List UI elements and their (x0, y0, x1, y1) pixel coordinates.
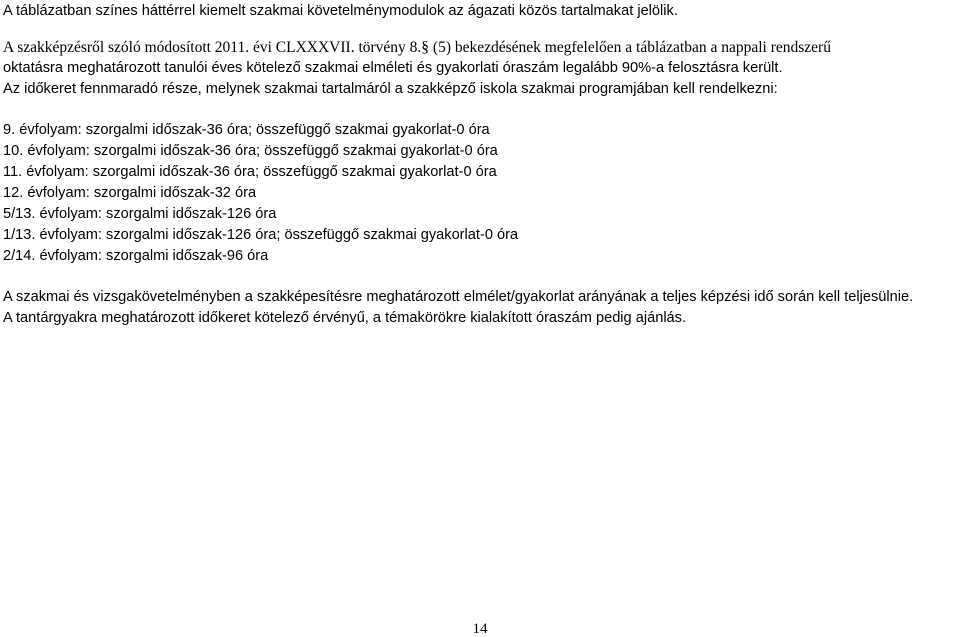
time-frame-note: A tantárgyakra meghatározott időkeret kötelező érvényű, a témakörökre kialakított óraszám pedig ajánlás. (3, 310, 687, 326)
list-item: 1/13. évfolyam: szorgalmi időszak-126 óra; összefüggő szakmai gyakorlat-0 óra (3, 227, 519, 243)
year-list (3, 120, 955, 267)
list-item: 11. évfolyam: szorgalmi időszak-36 óra; összefüggő szakmai gyakorlat-0 óra (3, 164, 497, 180)
remaining-time-note: Az időkeret fennmaradó része, melynek szakmai tartalmáról a szakképző iskola szakmai programjában kell rendelkezni: (3, 81, 778, 97)
law-reference-line-2: oktatásra meghatározott tanulói éves kötelező szakmai elméleti és gyakorlati óraszám legalább 90%-a felosztásra került. (3, 60, 783, 76)
page-number: 14 (472, 621, 488, 637)
law-reference (3, 37, 955, 58)
list-item: 12. évfolyam: szorgalmi időszak-32 óra (3, 185, 257, 201)
color-highlight-note: A táblázatban színes háttérrel kiemelt szakmai követelménymodulok az ágazati közös tartalmakat jelölik. (3, 3, 678, 19)
list-item: 2/14. évfolyam: szorgalmi időszak-96 óra (3, 248, 269, 264)
ratio-note: A szakmai és vizsgakövetelményben a szakképesítésre meghatározott elmélet/gyakorlat arányának a teljes képzési idő során kell teljesülnie. (3, 289, 914, 305)
document-body (3, 0, 955, 329)
list-item: 9. évfolyam: szorgalmi időszak-36 óra; összefüggő szakmai gyakorlat-0 óra (3, 122, 490, 138)
closing-notes (3, 287, 955, 329)
law-reference-line-1: A szakképzésről szóló módosított 2011. évi CLXXXVII. törvény 8.§ (5) bekezdésének megfelelően a táblázatban a nappali rendszerű (3, 39, 831, 56)
list-item: 5/13. évfolyam: szorgalmi időszak-126 óra (3, 206, 277, 222)
list-item: 10. évfolyam: szorgalmi időszak-36 óra; összefüggő szakmai gyakorlat-0 óra (3, 143, 498, 159)
